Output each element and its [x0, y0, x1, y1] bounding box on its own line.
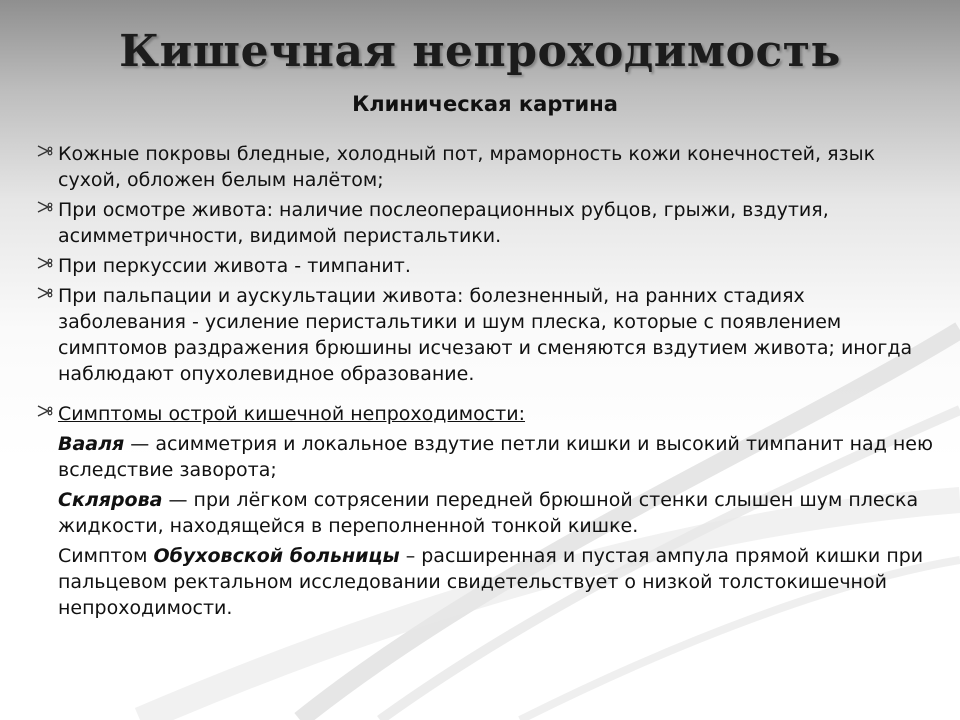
scissors-icon	[36, 401, 58, 423]
bullet-item	[36, 283, 936, 387]
scissors-icon	[36, 283, 58, 305]
symptom-item	[36, 431, 936, 483]
symptoms-heading-item	[36, 401, 936, 427]
symptom-name: Обуховской больницы	[153, 545, 400, 567]
bullet-text: При пальпации и аускультации живота: болезненный, на ранних стадиях заболевания - усиление перистальтики и шум плеска, которые с появлением симптомов раздражения брюшины исчезают и сменяются вздутием живота; иногда наблюдают опухолевидное образование.	[58, 285, 913, 385]
symptom-text: – расширенная и пустая ампула прямой кишки при пальцевом ректальном исследовании свидетельствует о низкой толстокишечной непроходимости.	[58, 545, 924, 619]
scissors-icon	[36, 197, 58, 219]
scissors-icon	[36, 253, 58, 275]
symptom-text: — при лёгком сотрясении передней брюшной стенки слышен шум плеска жидкости, находящейся в переполненной тонкой кишке.	[58, 489, 919, 537]
slide-content	[36, 141, 936, 621]
symptom-name: Склярова	[58, 489, 163, 511]
symptom-text: — асимметрия и локальное вздутие петли кишки и высокий тимпанит над нею вследствие заворота;	[58, 433, 933, 481]
bullet-item	[36, 197, 936, 249]
slide-title: Кишечная непроходимость	[119, 26, 841, 77]
symptom-item	[36, 487, 936, 539]
bullet-text: При перкуссии живота - тимпанит.	[58, 255, 411, 277]
slide-subtitle: Клиническая картина	[352, 92, 618, 116]
symptom-name: Ваaля	[58, 433, 125, 455]
scissors-icon	[36, 141, 58, 163]
symptom-item	[36, 543, 936, 621]
bullet-text: При осмотре живота: наличие послеоперационных рубцов, грыжи, вздутия, асимметричности, видимой перистальтики.	[58, 199, 829, 247]
bullet-item	[36, 141, 936, 193]
bullet-item	[36, 253, 936, 279]
bullet-text: Кожные покровы бледные, холодный пот, мраморность кожи конечностей, язык сухой, обложен белым налётом;	[58, 143, 876, 191]
symptoms-heading: Симптомы острой кишечной непроходимости:	[58, 403, 526, 425]
symptom-prefix: Симптом	[58, 545, 154, 567]
